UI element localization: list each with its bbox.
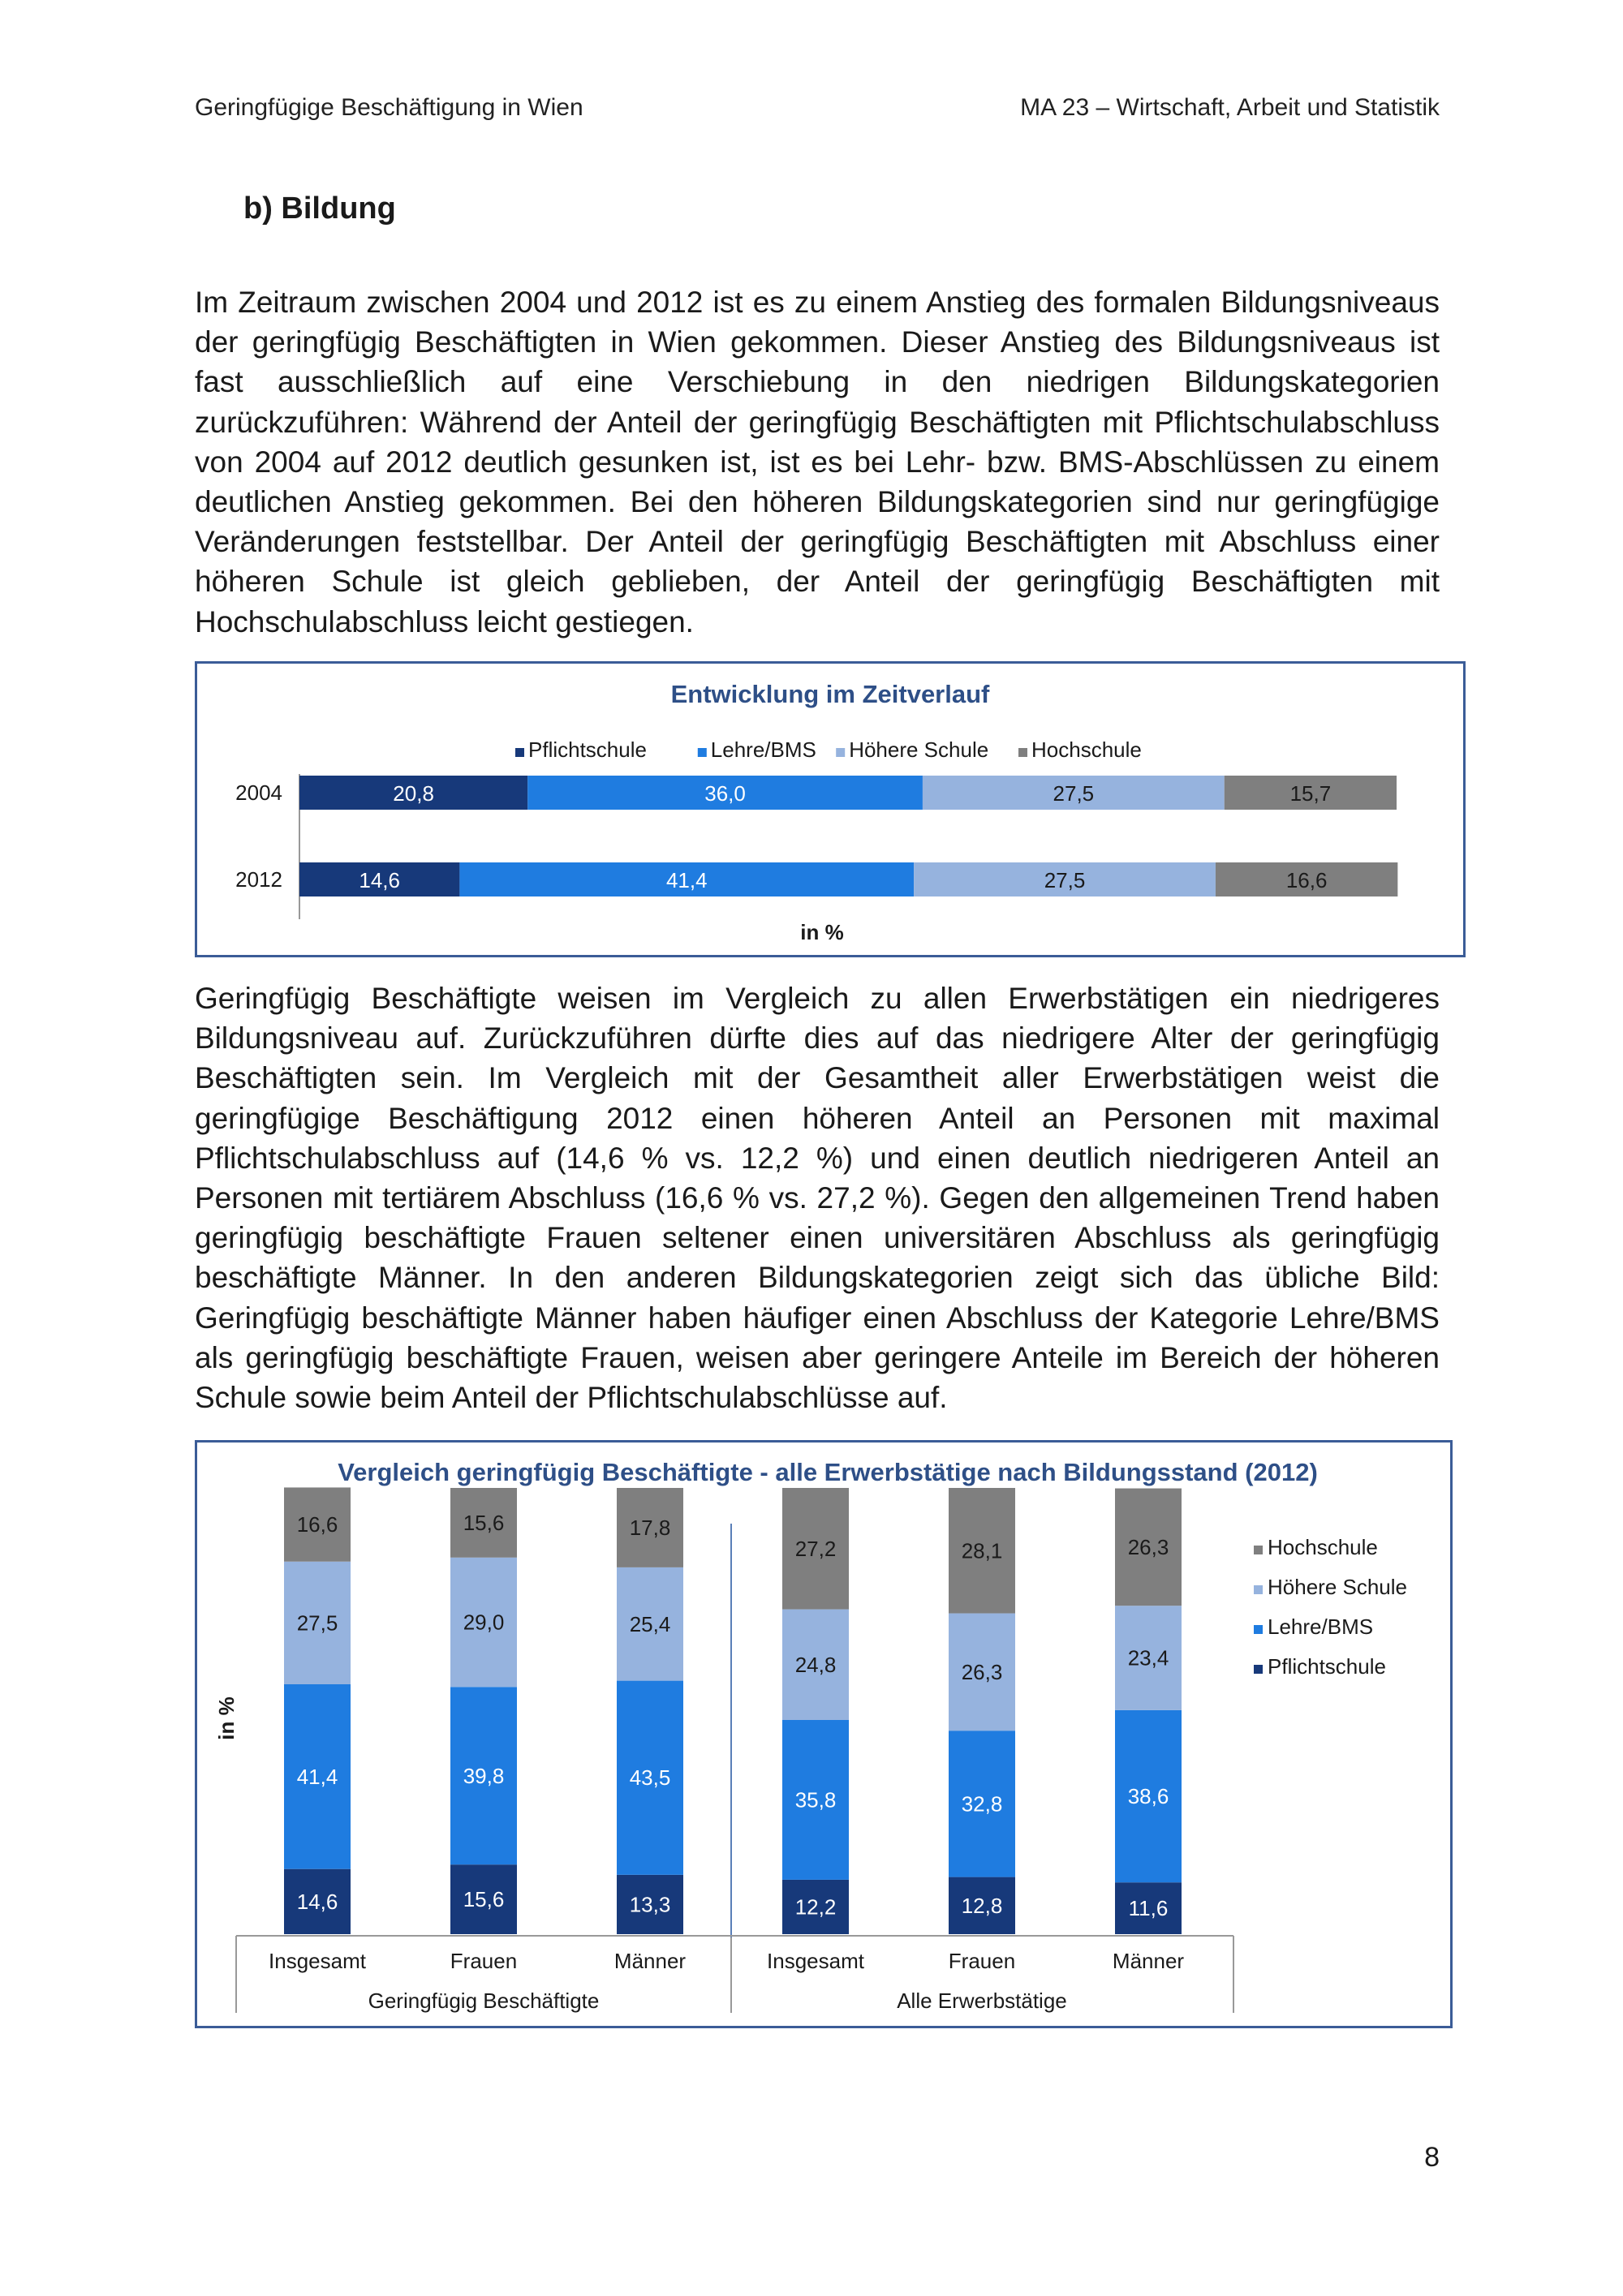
chart1-data-label: 41,4	[665, 868, 708, 892]
chart2-data-label: 43,5	[629, 1765, 671, 1791]
chart2-group-label: Geringfügig Beschäftigte	[368, 1989, 600, 2013]
chart-time-development-svg	[197, 664, 1463, 955]
chart1-legend-hoehere-schule: Höhere Schule	[849, 737, 989, 762]
chart1-legend-swatch-hoehere-schule	[836, 748, 845, 757]
chart1-data-label: 20,8	[393, 781, 434, 806]
chart2-y-axis-label: in %	[214, 1696, 239, 1740]
chart2-data-label: 27,2	[794, 1536, 837, 1561]
chart2-data-label: 12,2	[794, 1894, 837, 1920]
chart2-data-label: 29,0	[463, 1610, 505, 1635]
chart2-data-label: 15,6	[463, 1510, 505, 1535]
chart2-legend-hoehere-schule: Höhere Schule	[1268, 1575, 1407, 1599]
chart2-category-label: Frauen	[948, 1949, 1016, 1973]
chart2-category-label: Frauen	[450, 1949, 518, 1973]
chart1-legend-swatch-pflichtschule	[515, 748, 524, 757]
chart1-legend-swatch-hochschule	[1018, 748, 1027, 757]
chart2-legend-swatch-pflichtschule	[1254, 1665, 1263, 1674]
chart2-data-label: 15,6	[463, 1887, 505, 1912]
chart2-data-label: 13,3	[629, 1892, 671, 1917]
chart2-data-label: 17,8	[629, 1515, 671, 1540]
chart2-category-label: Insgesamt	[269, 1949, 366, 1973]
chart2-group-label: Alle Erwerbstätige	[897, 1989, 1067, 2013]
chart2-data-label: 25,4	[629, 1611, 671, 1636]
chart1-data-label: 27,5	[1053, 781, 1095, 806]
section-title: b) Bildung	[243, 191, 396, 226]
chart2-legend-pflichtschule: Pflichtschule	[1268, 1654, 1386, 1679]
chart2-title: Vergleich geringfügig Beschäftigte - alle Erwerbstätige nach Bildungsstand (2012)	[338, 1458, 1318, 1486]
chart2-data-label: 16,6	[296, 1512, 338, 1537]
chart2-legend-swatch-lehre-bms	[1254, 1625, 1263, 1634]
chart2-data-label: 12,8	[961, 1893, 1003, 1918]
chart-comparison-svg	[197, 1443, 1450, 2026]
chart1-category-label: 2004	[235, 780, 282, 805]
chart1-data-label: 15,7	[1289, 781, 1332, 806]
chart2-data-label: 27,5	[296, 1610, 338, 1636]
chart1-category-label: 2012	[235, 867, 282, 892]
page-header-right: MA 23 – Wirtschaft, Arbeit und Statistik	[1020, 94, 1440, 121]
chart1-legend-hochschule: Hochschule	[1031, 737, 1142, 762]
paragraph-comparison: Geringfügig Beschäftigte weisen im Vergleich zu allen Erwerbstätigen ein niedrigeres Bildungsniveau auf. Zurückzuführen dürfte dies auf das niedrigere Alter der geringfügig Beschäftigten sein. Im Vergleich mit der Gesamtheit aller Erwerbstätigen weist die geringfügige Beschäftigung 2012 einen höheren Anteil an Personen mit maximal Pflichtschulabschluss auf (14,6 % vs. 12,2 %) und einen deutlich niedrigeren Anteil an Personen mit tertiärem Abschluss (16,6 % vs. 27,2 %). Gegen den allgemeinen Trend haben geringfügig beschäftigte Frauen seltener einen universitären Abschluss als geringfügig beschäftigte Männer. In den anderen Bildungskategorien zeigt sich das übliche Bild: Geringfügig beschäftigte Männer haben häufiger einen Abschluss der Kategorie Lehre/BMS als geringfügig beschäftigte Frauen, weisen aber geringere Anteile im Bereich der höheren Schule sowie beim Anteil der Pflichtschulabschlüsse auf.	[195, 982, 1440, 1415]
chart2-legend-hochschule: Hochschule	[1268, 1535, 1378, 1559]
chart2-category-label: Männer	[1112, 1949, 1185, 1973]
chart2-data-label: 39,8	[463, 1763, 505, 1788]
page-header-left: Geringfügige Beschäftigung in Wien	[195, 94, 583, 121]
chart1-x-axis-label: in %	[800, 920, 844, 944]
chart1-title: Entwicklung im Zeitverlauf	[670, 680, 990, 708]
page-number: 8	[1424, 2142, 1440, 2173]
chart1-legend-swatch-lehre-bms	[698, 748, 707, 757]
paragraph-education-trend: Im Zeitraum zwischen 2004 und 2012 ist es zu einem Anstieg des formalen Bildungsniveaus der geringfügig Beschäftigten in Wien gekommen. Dieser Anstieg des Bildungsniveaus ist fast ausschließlich auf eine Verschiebung in den niedrigen Bildungskategorien zurückzuführen: Während der Anteil der geringfügig Beschäftigten mit Pflichtschulabschluss von 2004 auf 2012 deutlich gesunken ist, ist es bei Lehr- bzw. BMS-Abschlüssen zu einem deutlichen Anstieg gekommen. Bei den höheren Bildungskategorien sind nur geringfügige Veränderungen feststellbar. Der Anteil der geringfügig Beschäftigten mit Abschluss einer höheren Schule ist gleich geblieben, der Anteil der geringfügig Beschäftigten mit Hochschulabschluss leicht gestiegen.	[195, 286, 1440, 638]
chart2-category-label: Insgesamt	[767, 1949, 864, 1973]
chart2-data-label: 38,6	[1127, 1784, 1169, 1809]
chart2-data-label: 41,4	[296, 1764, 338, 1789]
chart2-category-label: Männer	[613, 1949, 687, 1973]
chart1-legend-pflichtschule: Pflichtschule	[528, 737, 647, 762]
chart2-legend-swatch-hoehere-schule	[1254, 1585, 1263, 1594]
chart1-data-label: 36,0	[704, 781, 746, 806]
chart1-data-label: 16,6	[1285, 868, 1328, 892]
chart2-data-label: 26,3	[961, 1659, 1003, 1684]
chart2-data-label: 26,3	[1127, 1534, 1169, 1559]
chart2-data-label: 23,4	[1127, 1645, 1169, 1670]
chart2-legend-lehre-bms: Lehre/BMS	[1268, 1615, 1374, 1639]
chart2-data-label: 24,8	[794, 1652, 837, 1677]
chart2-data-label: 11,6	[1128, 1896, 1169, 1921]
chart-comparison	[195, 1440, 1453, 2028]
chart2-data-label: 35,8	[794, 1787, 837, 1812]
chart1-data-label: 14,6	[359, 868, 401, 892]
chart2-data-label: 28,1	[961, 1538, 1003, 1563]
chart2-data-label: 32,8	[961, 1791, 1003, 1817]
chart1-legend-lehre-bms: Lehre/BMS	[710, 737, 816, 762]
chart1-data-label: 27,5	[1044, 868, 1086, 892]
chart-time-development	[195, 661, 1466, 957]
chart2-legend-swatch-hochschule	[1254, 1546, 1263, 1554]
chart2-data-label: 14,6	[296, 1889, 338, 1914]
